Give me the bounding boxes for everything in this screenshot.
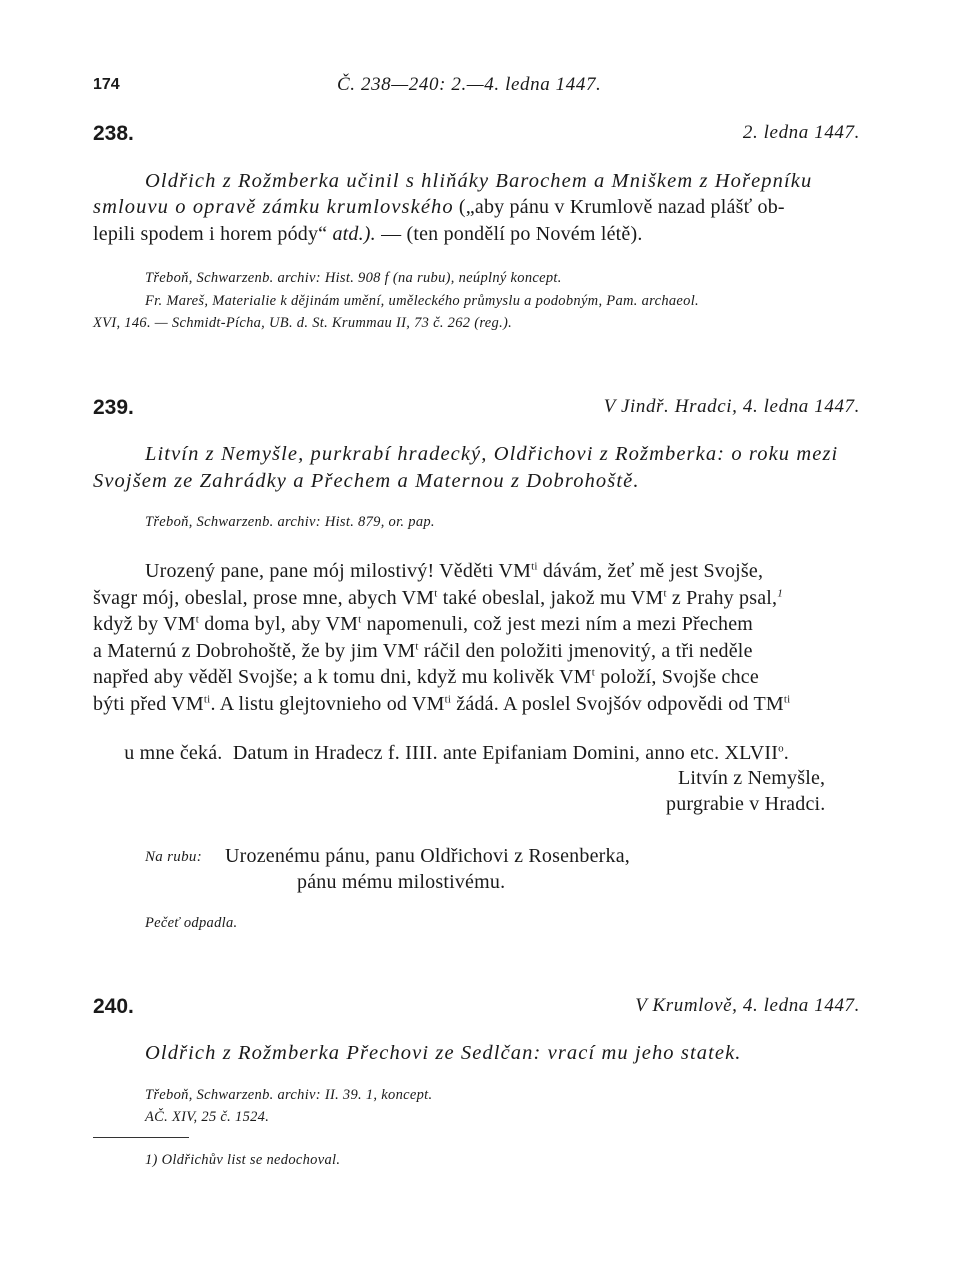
footnote-marker[interactable]: 1 (777, 586, 783, 599)
document-239 (0, 380, 960, 940)
signature-line: purgrabie v Hradci. (666, 793, 826, 815)
footnote-number: 1) (145, 1152, 158, 1168)
regest-line: smlouvu o opravě zámku krumlovského („aby pánu v Krumlově nazad plášť ob- (93, 196, 785, 218)
source-line: XVI, 146. — Schmidt-Pícha, UB. d. St. Krummau II, 73 č. 262 (reg.). (93, 315, 513, 331)
document-238 (0, 110, 960, 350)
text-line: napřed aby věděl Svojše; a k tomu dni, když mu kolivěk $VM^t$ položí, Svojše chce (93, 666, 759, 688)
document-date: 2. ledna 1447. (742, 122, 860, 143)
document-place-date: V Jindř. Hradci, 4. ledna 1447. (603, 396, 860, 417)
source-line: Fr. Mareš, Materialie k dějinám umění, uměleckého průmyslu a podobným, Pam. archaeol. (145, 293, 699, 309)
source-line: Třeboň, Schwarzenb. archiv: Hist. 908 f (na rubu), neúplný koncept. (145, 270, 562, 286)
regest-line: Oldřich z Rožmberka Přechovi ze Sedlčan: vrací mu jeho statek. (145, 1042, 742, 1064)
regest-line: lepili spodem i horem pódy“ atd.). — (ten pondělí po Novém létě). (93, 223, 643, 245)
document-240 (0, 980, 960, 1140)
page-number: 174 (93, 76, 120, 93)
address-line: Urozenému pánu, panu Oldřichovi z Rosenberka, (225, 845, 630, 867)
page-header (0, 0, 960, 110)
source-line: Třeboň, Schwarzenb. archiv: II. 39. 1, koncept. (145, 1087, 433, 1103)
text-line: u mne čeká. Datum in Hradecz f. IIII. ante Epifaniam Domini, anno etc. XLVII$^o$. (124, 742, 789, 764)
document-number: 239. (93, 396, 134, 419)
regest-line: Oldřich z Rožmberka učinil s hliňáky Barochem a Mniškem z Hořepníku (145, 170, 813, 192)
source-line: Třeboň, Schwarzenb. archiv: Hist. 879, or. pap. (145, 514, 435, 530)
seal-note: Pečeť odpadla. (145, 915, 238, 931)
footnote-rule (93, 1137, 189, 1138)
signature-line: Litvín z Nemyšle, (678, 767, 826, 789)
document-place-date: V Krumlově, 4. ledna 1447. (635, 995, 860, 1016)
footnote-text: Oldřichův list se nedochoval. (161, 1152, 341, 1168)
footnote (145, 1152, 340, 1169)
text-line: švagr mój, obeslal, prose mne, abych $VM^t$ také obeslal, jakož mu $VM^t$ z Prahy psal,$^1$ (93, 586, 783, 609)
text-line: když by $VM^t$ doma byl, aby $VM^t$ napomenuli, což jest mezi ním a mezi Přechem (93, 613, 754, 635)
regest-line: Litvín z Nemyšle, purkrabí hradecký, Oldřichovi z Rožmberka: o roku mezi (145, 443, 839, 465)
text-line: a Maternú z Dobrohoště, že by jim $VM^t$ ráčil den položiti jmenovitý, a tři neděle (93, 639, 753, 662)
regest-line: Svojšem ze Zahrádky a Přechem a Maternou z Dobrohoště. (93, 470, 640, 492)
text-line: býti před $VM^{ti}$. A listu glejtovnieho od $VM^{ti}$ žádá. A poslel Svojšóv odpovědi od $TM^{ti}$ (93, 692, 791, 715)
running-title: Č. 238—240: 2.—4. ledna 1447. (337, 74, 602, 95)
document-number: 238. (93, 122, 134, 145)
document-number: 240. (93, 995, 134, 1018)
address-line: pánu mému milostivému. (297, 871, 506, 893)
letter-text (93, 560, 863, 764)
source-line: AČ. XIV, 25 č. 1524. (145, 1109, 270, 1125)
address-label: Na rubu: (145, 849, 202, 865)
text-line: Urozený pane, pane mój milostivý! Věděti $VM^{ti}$ dávám, žeť mě jest Svojše, (145, 560, 764, 582)
